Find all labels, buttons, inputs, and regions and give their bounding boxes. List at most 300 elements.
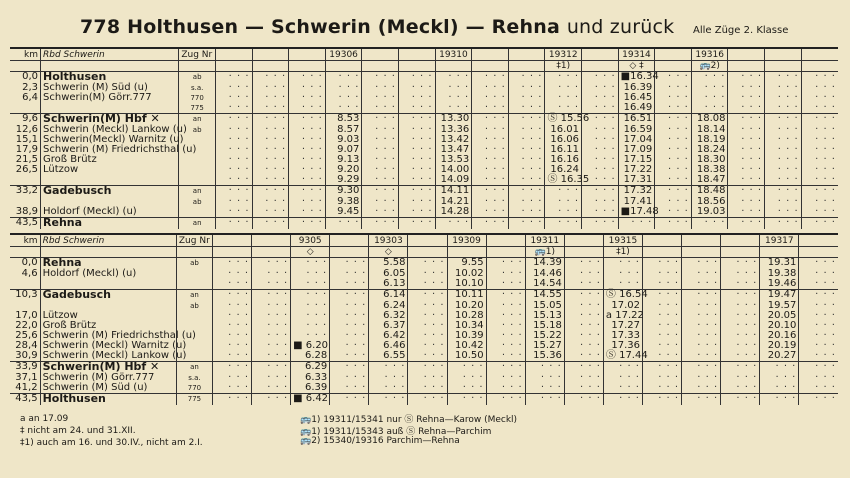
no-stop-dots: · · · bbox=[375, 144, 396, 155]
no-stop-dots: · · · bbox=[741, 71, 763, 82]
train-note: 🚌2) bbox=[691, 61, 728, 72]
km-value: 43,5 bbox=[10, 394, 40, 406]
table-number: 778 bbox=[80, 16, 121, 38]
time-cell bbox=[765, 175, 802, 186]
no-stop-dots: · · · bbox=[697, 257, 719, 268]
time-cell bbox=[682, 279, 721, 290]
time-cell bbox=[289, 207, 326, 218]
train-number: 19314 bbox=[618, 49, 655, 61]
time-cell bbox=[362, 218, 399, 230]
station-name-bold: Holthusen bbox=[42, 392, 106, 405]
no-stop-dots: · · · bbox=[484, 144, 506, 155]
no-stop-dots: · · · bbox=[338, 217, 360, 228]
train-number bbox=[408, 235, 447, 247]
no-stop-dots: · · · bbox=[580, 382, 601, 393]
train-number: 19316 bbox=[691, 49, 728, 61]
time-cell bbox=[582, 103, 619, 114]
no-stop-dots: · · · bbox=[267, 289, 289, 300]
station-name-bold: Holthusen bbox=[43, 70, 107, 83]
no-stop-dots: · · · bbox=[580, 330, 601, 341]
no-stop-dots: · · · bbox=[345, 278, 367, 289]
time-cell bbox=[799, 279, 838, 290]
no-stop-dots: · · · bbox=[228, 268, 250, 279]
time-cell bbox=[801, 207, 838, 218]
no-stop-dots: · · · bbox=[301, 102, 323, 113]
time-cell: 19.31 bbox=[760, 258, 799, 270]
time-cell: 9.13 bbox=[325, 155, 362, 165]
time-cell bbox=[728, 207, 765, 218]
no-stop-dots: · · · bbox=[540, 393, 562, 404]
time-cell: 6.32 bbox=[369, 311, 408, 321]
no-stop-dots: · · · bbox=[228, 154, 250, 165]
no-stop-dots: · · · bbox=[501, 382, 523, 393]
train-note bbox=[215, 61, 252, 72]
no-stop-dots: · · · bbox=[501, 310, 523, 321]
no-stop-dots: · · · bbox=[462, 361, 484, 372]
train-note bbox=[643, 247, 682, 258]
time-cell bbox=[682, 394, 721, 406]
train-note: ◇ bbox=[369, 247, 408, 258]
time-cell bbox=[325, 103, 362, 114]
no-stop-dots: · · · bbox=[484, 134, 506, 145]
time-cell bbox=[801, 103, 838, 114]
time-cell bbox=[691, 218, 728, 230]
no-stop-dots: · · · bbox=[265, 217, 287, 228]
time-cell bbox=[212, 279, 251, 290]
train-note bbox=[252, 247, 291, 258]
no-stop-dots: · · · bbox=[815, 320, 836, 331]
no-stop-dots: · · · bbox=[228, 393, 250, 404]
no-stop-dots: · · · bbox=[580, 300, 601, 311]
arr-dep-code: an bbox=[179, 186, 216, 198]
time-cell bbox=[212, 394, 251, 406]
station-name: Holdorf (Meckl) (u) bbox=[40, 269, 176, 279]
no-stop-dots: · · · bbox=[267, 393, 289, 404]
station-name-bold: Rehna bbox=[43, 216, 83, 229]
no-stop-dots: · · · bbox=[736, 320, 758, 331]
no-stop-dots: · · · bbox=[265, 206, 287, 217]
time-cell: 6.05 bbox=[369, 269, 408, 279]
time-cell bbox=[564, 351, 603, 362]
time-cell bbox=[252, 394, 291, 406]
no-stop-dots: · · · bbox=[777, 206, 799, 217]
no-stop-dots: · · · bbox=[423, 300, 445, 311]
km-value: 41,2 bbox=[15, 382, 38, 393]
station-name: Schwerin(M) Görr.777 bbox=[41, 93, 179, 103]
time-cell: ■ 6.20 bbox=[291, 341, 330, 351]
arr-dep-code: ab bbox=[179, 125, 216, 135]
time-cell bbox=[728, 175, 765, 186]
time-cell bbox=[212, 351, 251, 362]
no-stop-dots: · · · bbox=[448, 71, 470, 82]
no-stop-dots: · · · bbox=[265, 71, 287, 82]
no-stop-dots: · · · bbox=[228, 340, 250, 351]
train-note bbox=[330, 247, 369, 258]
time-cell: Ⓢ 16.54 bbox=[603, 290, 642, 302]
no-stop-dots: · · · bbox=[594, 82, 616, 93]
no-stop-dots: · · · bbox=[741, 92, 763, 103]
no-stop-dots: · · · bbox=[345, 257, 367, 268]
no-stop-dots: · · · bbox=[736, 257, 758, 268]
time-cell bbox=[721, 383, 760, 394]
no-stop-dots: · · · bbox=[267, 350, 289, 361]
no-stop-dots: · · · bbox=[594, 124, 616, 135]
time-cell bbox=[643, 351, 682, 362]
time-cell: 17.15 bbox=[618, 155, 655, 165]
zug-header: Zug Nr bbox=[176, 235, 212, 247]
time-cell: 16.59 bbox=[618, 125, 655, 135]
train-note bbox=[801, 61, 838, 72]
no-stop-dots: · · · bbox=[228, 113, 250, 124]
no-stop-dots: · · · bbox=[501, 361, 523, 372]
time-cell: 18.38 bbox=[691, 165, 728, 175]
no-stop-dots: · · · bbox=[484, 185, 506, 196]
no-stop-dots: · · · bbox=[306, 330, 328, 341]
no-stop-dots: · · · bbox=[338, 71, 360, 82]
no-stop-dots: · · · bbox=[265, 154, 287, 165]
train-number bbox=[212, 235, 251, 247]
time-cell: 6.46 bbox=[369, 341, 408, 351]
footnote-f: 🚌2) 15340/19316 Parchim—Rehna bbox=[300, 436, 460, 446]
time-cell: 15.18 bbox=[525, 321, 564, 331]
no-stop-dots: · · · bbox=[697, 372, 719, 383]
time-cell bbox=[682, 383, 721, 394]
time-cell: 16.51 bbox=[618, 114, 655, 126]
no-stop-dots: · · · bbox=[658, 257, 680, 268]
no-stop-dots: · · · bbox=[423, 372, 445, 383]
km-value: 38,9 bbox=[15, 206, 39, 217]
no-stop-dots: · · · bbox=[580, 320, 601, 331]
time-cell: 16.39 bbox=[618, 83, 655, 93]
no-stop-dots: · · · bbox=[667, 102, 689, 113]
no-stop-dots: · · · bbox=[501, 278, 523, 289]
no-stop-dots: · · · bbox=[484, 113, 506, 124]
time-cell bbox=[643, 394, 682, 406]
time-cell: 20.16 bbox=[760, 331, 799, 341]
km-header: km bbox=[10, 235, 40, 247]
no-stop-dots: · · · bbox=[658, 330, 680, 341]
no-stop-dots: · · · bbox=[267, 300, 289, 311]
no-stop-dots: · · · bbox=[658, 361, 680, 372]
train-note-row bbox=[10, 61, 838, 72]
km-value: 9,6 bbox=[10, 114, 41, 126]
no-stop-dots: · · · bbox=[265, 144, 287, 155]
no-stop-dots: · · · bbox=[228, 289, 250, 300]
time-cell: Ⓢ 16.35 bbox=[545, 175, 582, 186]
no-stop-dots: · · · bbox=[580, 361, 601, 372]
no-stop-dots: · · · bbox=[301, 144, 323, 155]
no-stop-dots: · · · bbox=[619, 382, 640, 393]
class-note: Alle Züge 2. Klasse bbox=[693, 25, 789, 36]
no-stop-dots: · · · bbox=[301, 174, 323, 185]
no-stop-dots: · · · bbox=[301, 134, 323, 145]
no-stop-dots: · · · bbox=[697, 330, 719, 341]
no-stop-dots: · · · bbox=[594, 174, 616, 185]
no-stop-dots: · · · bbox=[815, 257, 836, 268]
no-stop-dots: · · · bbox=[521, 71, 543, 82]
time-cell: 9.30 bbox=[325, 186, 362, 198]
no-stop-dots: · · · bbox=[484, 217, 506, 228]
time-cell bbox=[643, 383, 682, 394]
time-cell bbox=[728, 218, 765, 230]
no-stop-dots: · · · bbox=[411, 196, 433, 207]
no-stop-dots: · · · bbox=[228, 320, 250, 331]
time-cell: 10.10 bbox=[447, 279, 486, 290]
km-value: 10,3 bbox=[10, 290, 40, 302]
no-stop-dots: · · · bbox=[484, 82, 506, 93]
train-number: 19306 bbox=[325, 49, 362, 61]
no-stop-dots: · · · bbox=[423, 340, 445, 351]
no-stop-dots: · · · bbox=[411, 174, 433, 185]
km-value: 37,1 bbox=[15, 372, 38, 383]
train-note: ‡1) bbox=[545, 61, 582, 72]
train-note bbox=[325, 61, 362, 72]
time-cell bbox=[252, 279, 291, 290]
train-number: 19309 bbox=[447, 235, 486, 247]
km-value bbox=[10, 103, 41, 114]
time-cell: 18.56 bbox=[691, 197, 728, 207]
no-stop-dots: · · · bbox=[815, 71, 836, 82]
time-cell: 18.47 bbox=[691, 175, 728, 186]
time-cell bbox=[564, 394, 603, 406]
time-cell: 18.19 bbox=[691, 135, 728, 145]
time-cell: 14.39 bbox=[525, 258, 564, 270]
no-stop-dots: · · · bbox=[815, 310, 836, 321]
no-stop-dots: · · · bbox=[658, 372, 680, 383]
no-stop-dots: · · · bbox=[384, 372, 406, 383]
no-stop-dots: · · · bbox=[267, 382, 289, 393]
no-stop-dots: · · · bbox=[777, 196, 799, 207]
time-cell: 19.03 bbox=[691, 207, 728, 218]
time-cell bbox=[525, 394, 564, 406]
no-stop-dots: · · · bbox=[306, 320, 328, 331]
time-cell bbox=[212, 383, 251, 394]
time-cell: 18.48 bbox=[691, 186, 728, 198]
no-stop-dots: · · · bbox=[697, 320, 719, 331]
time-cell: 9.55 bbox=[447, 258, 486, 270]
station-name bbox=[41, 218, 179, 230]
arr-dep-code: an bbox=[179, 114, 216, 126]
station-name: Schwerin (Meckl) Warnitz (u) bbox=[40, 341, 176, 351]
no-stop-dots: · · · bbox=[580, 268, 601, 279]
no-stop-dots: · · · bbox=[301, 185, 323, 196]
time-cell bbox=[252, 383, 291, 394]
km-value: 17,0 bbox=[15, 310, 38, 321]
train-note bbox=[435, 61, 472, 72]
station-name: Schwerin (Meckl) Lankow (u) bbox=[41, 125, 179, 135]
train-note bbox=[399, 61, 436, 72]
km-value: 28,4 bbox=[15, 340, 38, 351]
no-stop-dots: · · · bbox=[741, 206, 763, 217]
no-stop-dots: · · · bbox=[667, 71, 689, 82]
time-cell bbox=[252, 103, 289, 114]
no-stop-dots: · · · bbox=[815, 113, 836, 124]
arr-dep-code: s.a. bbox=[179, 83, 216, 93]
time-cell: 6.14 bbox=[369, 290, 408, 302]
no-stop-dots: · · · bbox=[306, 289, 328, 300]
time-cell: 9.29 bbox=[325, 175, 362, 186]
time-cell: 5.58 bbox=[369, 258, 408, 270]
arr-dep-code: an bbox=[176, 362, 212, 374]
no-stop-dots: · · · bbox=[594, 134, 616, 145]
time-cell: 20.19 bbox=[760, 341, 799, 351]
no-stop-dots: · · · bbox=[521, 154, 543, 165]
no-stop-dots: · · · bbox=[580, 310, 601, 321]
time-cell: 10.28 bbox=[447, 311, 486, 321]
no-stop-dots: · · · bbox=[521, 124, 543, 135]
time-cell: 6.29 bbox=[291, 362, 330, 374]
no-stop-dots: · · · bbox=[594, 185, 616, 196]
time-cell: 6.24 bbox=[369, 301, 408, 311]
note-cell bbox=[10, 61, 41, 72]
time-cell bbox=[801, 218, 838, 230]
no-stop-dots: · · · bbox=[228, 102, 250, 113]
no-stop-dots: · · · bbox=[736, 300, 758, 311]
time-cell: 14.00 bbox=[435, 165, 472, 175]
station-name: Schwerin (M) Friedrichsthal (u) bbox=[41, 145, 179, 155]
no-stop-dots: · · · bbox=[521, 113, 543, 124]
no-stop-dots: · · · bbox=[815, 102, 836, 113]
no-stop-dots: · · · bbox=[345, 382, 367, 393]
no-stop-dots: · · · bbox=[384, 361, 406, 372]
time-cell bbox=[582, 207, 619, 218]
no-stop-dots: · · · bbox=[411, 124, 433, 135]
time-cell bbox=[408, 279, 447, 290]
time-cell bbox=[362, 207, 399, 218]
time-cell bbox=[582, 218, 619, 230]
no-stop-dots: · · · bbox=[501, 257, 523, 268]
station-name: Lützow bbox=[40, 311, 176, 321]
time-cell bbox=[564, 383, 603, 394]
time-cell bbox=[408, 351, 447, 362]
time-cell bbox=[643, 279, 682, 290]
time-cell: 6.33 bbox=[291, 373, 330, 383]
time-cell bbox=[603, 279, 642, 290]
train-number bbox=[289, 49, 326, 61]
no-stop-dots: · · · bbox=[777, 185, 799, 196]
station-name: Schwerin (Meckl) Lankow (u) bbox=[40, 351, 176, 362]
train-number bbox=[655, 49, 692, 61]
time-cell: 17.36 bbox=[603, 341, 642, 351]
no-stop-dots: · · · bbox=[265, 196, 287, 207]
no-stop-dots: · · · bbox=[594, 164, 616, 175]
arr-dep-code: 770 bbox=[179, 93, 216, 103]
no-stop-dots: · · · bbox=[345, 310, 367, 321]
no-stop-dots: · · · bbox=[580, 372, 601, 383]
no-stop-dots: · · · bbox=[301, 196, 323, 207]
time-cell bbox=[291, 279, 330, 290]
time-cell: 15.36 bbox=[525, 351, 564, 362]
time-cell: 17.22 bbox=[618, 165, 655, 175]
km-value: 22,0 bbox=[15, 320, 38, 331]
no-stop-dots: · · · bbox=[301, 92, 323, 103]
no-stop-dots: · · · bbox=[736, 382, 758, 393]
no-stop-dots: · · · bbox=[667, 113, 689, 124]
train-note bbox=[408, 247, 447, 258]
no-stop-dots: · · · bbox=[775, 361, 797, 372]
station-name: Schwerin (M) Süd (u) bbox=[40, 383, 176, 394]
no-stop-dots: · · · bbox=[384, 393, 406, 404]
no-stop-dots: · · · bbox=[345, 372, 367, 383]
no-stop-dots: · · · bbox=[462, 382, 484, 393]
time-cell bbox=[408, 383, 447, 394]
no-stop-dots: · · · bbox=[267, 372, 289, 383]
arr-dep-code bbox=[179, 165, 216, 175]
station-name bbox=[40, 394, 176, 406]
no-stop-dots: · · · bbox=[741, 102, 763, 113]
no-stop-dots: · · · bbox=[301, 124, 323, 135]
no-stop-dots: · · · bbox=[777, 71, 799, 82]
no-stop-dots: · · · bbox=[697, 268, 719, 279]
time-cell bbox=[435, 103, 472, 114]
time-cell: 6.13 bbox=[369, 279, 408, 290]
no-stop-dots: · · · bbox=[228, 350, 250, 361]
no-stop-dots: · · · bbox=[345, 320, 367, 331]
train-number bbox=[728, 49, 765, 61]
no-stop-dots: · · · bbox=[697, 340, 719, 351]
time-cell: 14.46 bbox=[525, 269, 564, 279]
no-stop-dots: · · · bbox=[558, 92, 580, 103]
no-stop-dots: · · · bbox=[501, 289, 523, 300]
no-stop-dots: · · · bbox=[594, 144, 616, 155]
arr-dep-code: ab bbox=[176, 258, 212, 270]
no-stop-dots: · · · bbox=[306, 310, 328, 321]
time-cell bbox=[472, 103, 509, 114]
time-cell bbox=[472, 218, 509, 230]
time-cell bbox=[215, 207, 252, 218]
time-cell bbox=[765, 207, 802, 218]
no-stop-dots: · · · bbox=[777, 154, 799, 165]
no-stop-dots: · · · bbox=[815, 361, 836, 372]
no-stop-dots: · · · bbox=[265, 164, 287, 175]
no-stop-dots: · · · bbox=[501, 372, 523, 383]
time-cell: 18.14 bbox=[691, 125, 728, 135]
time-cell bbox=[564, 279, 603, 290]
time-cell: 17.31 bbox=[618, 175, 655, 186]
time-cell bbox=[215, 218, 252, 230]
no-stop-dots: · · · bbox=[301, 113, 323, 124]
no-stop-dots: · · · bbox=[594, 92, 616, 103]
time-cell bbox=[289, 218, 326, 230]
no-stop-dots: · · · bbox=[375, 134, 396, 145]
no-stop-dots: · · · bbox=[423, 320, 445, 331]
train-note-row bbox=[10, 247, 838, 258]
train-note bbox=[765, 61, 802, 72]
no-stop-dots: · · · bbox=[265, 174, 287, 185]
no-stop-dots: · · · bbox=[423, 310, 445, 321]
no-stop-dots: · · · bbox=[631, 217, 653, 228]
time-cell bbox=[508, 175, 545, 186]
station-name-bold: Schwerin(M) Hbf ✕ bbox=[42, 360, 160, 373]
no-stop-dots: · · · bbox=[815, 144, 836, 155]
no-stop-dots: · · · bbox=[228, 164, 250, 175]
time-cell: 19.57 bbox=[760, 301, 799, 311]
time-cell bbox=[447, 394, 486, 406]
train-note bbox=[447, 247, 486, 258]
no-stop-dots: · · · bbox=[521, 185, 543, 196]
km-value: 12,6 bbox=[15, 124, 39, 135]
train-number bbox=[472, 49, 509, 61]
no-stop-dots: · · · bbox=[411, 164, 433, 175]
station-name: Groß Brütz bbox=[41, 155, 179, 165]
km-value: 25,6 bbox=[15, 330, 38, 341]
train-number bbox=[486, 235, 525, 247]
no-stop-dots: · · · bbox=[815, 289, 836, 300]
no-stop-dots: · · · bbox=[484, 206, 506, 217]
no-stop-dots: · · · bbox=[775, 382, 797, 393]
no-stop-dots: · · · bbox=[619, 268, 640, 279]
time-cell: 15.13 bbox=[525, 311, 564, 321]
